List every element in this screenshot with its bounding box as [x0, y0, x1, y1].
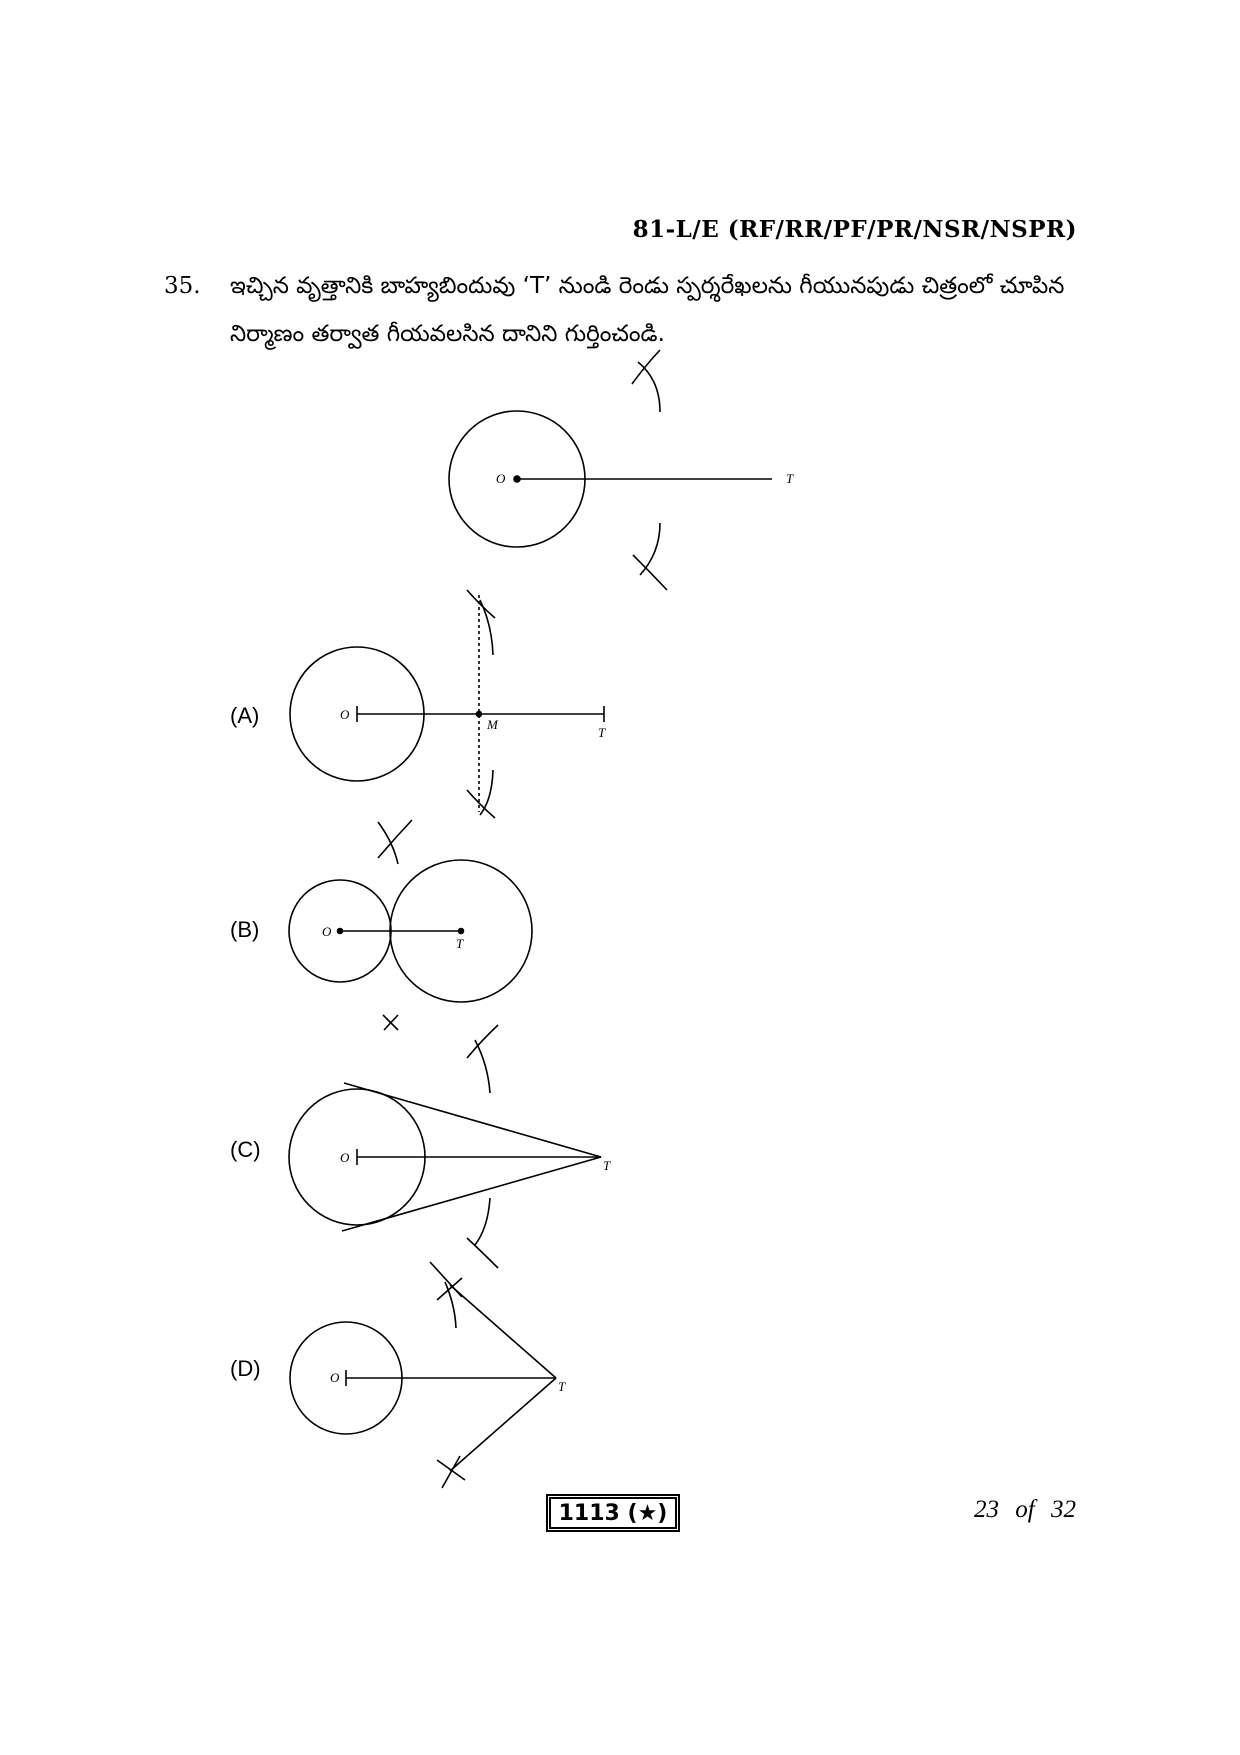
center-point: [514, 476, 520, 482]
option-c-label[interactable]: (C): [230, 1137, 261, 1162]
a-center-label: O: [340, 707, 350, 722]
d-line-lower: [450, 1378, 556, 1471]
c-arc-top-cross: [467, 1025, 498, 1058]
d-point-t-label: T: [558, 1379, 566, 1394]
paper-code: 81-L/E (RF/RR/PF/PR/NSR/NSPR): [632, 216, 1077, 243]
question-number: 35.: [164, 273, 201, 299]
question-figure: [449, 350, 794, 590]
a-arc-top-cross: [467, 590, 495, 618]
c-arc-top: [475, 1040, 490, 1093]
c-center-label: O: [340, 1150, 350, 1165]
d-arc-top-cross2: [437, 1278, 462, 1300]
c-tangent-upper: [344, 1083, 601, 1157]
a-arc-top: [480, 600, 493, 655]
question-text: ఇచ్చిన వృత్తానికి బాహ్యబిందువు ‘T’ నుండి రెండు స్పర్శరేఖలను గీయునపుడు చిత్రంలో చూపిన నిర్మాణం తర్వాత గీయవలసిన దానిని గుర్తించండి.: [230, 273, 1065, 347]
c-arc-bottom: [475, 1198, 490, 1245]
center-label: O: [496, 471, 506, 486]
d-line-upper: [450, 1285, 556, 1378]
d-center-label: O: [330, 1370, 340, 1385]
a-point-t-label: T: [598, 725, 606, 740]
option-b-label[interactable]: (B): [230, 917, 260, 942]
option-a-figure: [290, 590, 606, 818]
c-arc-bottom-cross: [467, 1238, 498, 1268]
option-a-label[interactable]: (A): [230, 703, 260, 728]
b-point-t: [459, 929, 464, 934]
c-tangent-lower: [342, 1157, 601, 1231]
option-d-figure: [290, 1262, 566, 1488]
option-c-figure: [289, 1025, 611, 1268]
b-center-point: [338, 929, 343, 934]
d-arc-bottom-cross2: [442, 1456, 460, 1488]
booklet-code: 1113 (★): [558, 1500, 668, 1526]
arc-upper-cross: [632, 350, 660, 384]
option-b-figure: [289, 820, 532, 1030]
page-number: 23 of 32: [974, 1496, 1076, 1523]
b-center-label: O: [322, 924, 332, 939]
option-d-label[interactable]: (D): [230, 1356, 261, 1381]
a-midpoint: [477, 712, 482, 717]
arc-lower: [640, 523, 660, 575]
arc-upper: [638, 362, 660, 412]
a-midpoint-label: M: [487, 717, 498, 732]
point-t-label: T: [786, 471, 794, 486]
b-arc-top: [378, 822, 398, 864]
a-arc-bottom: [480, 770, 493, 815]
b-point-t-label: T: [456, 936, 464, 951]
booklet-code-box: [546, 1494, 680, 1532]
c-point-t-label: T: [603, 1158, 611, 1173]
d-arc-bottom-cross: [437, 1460, 465, 1480]
